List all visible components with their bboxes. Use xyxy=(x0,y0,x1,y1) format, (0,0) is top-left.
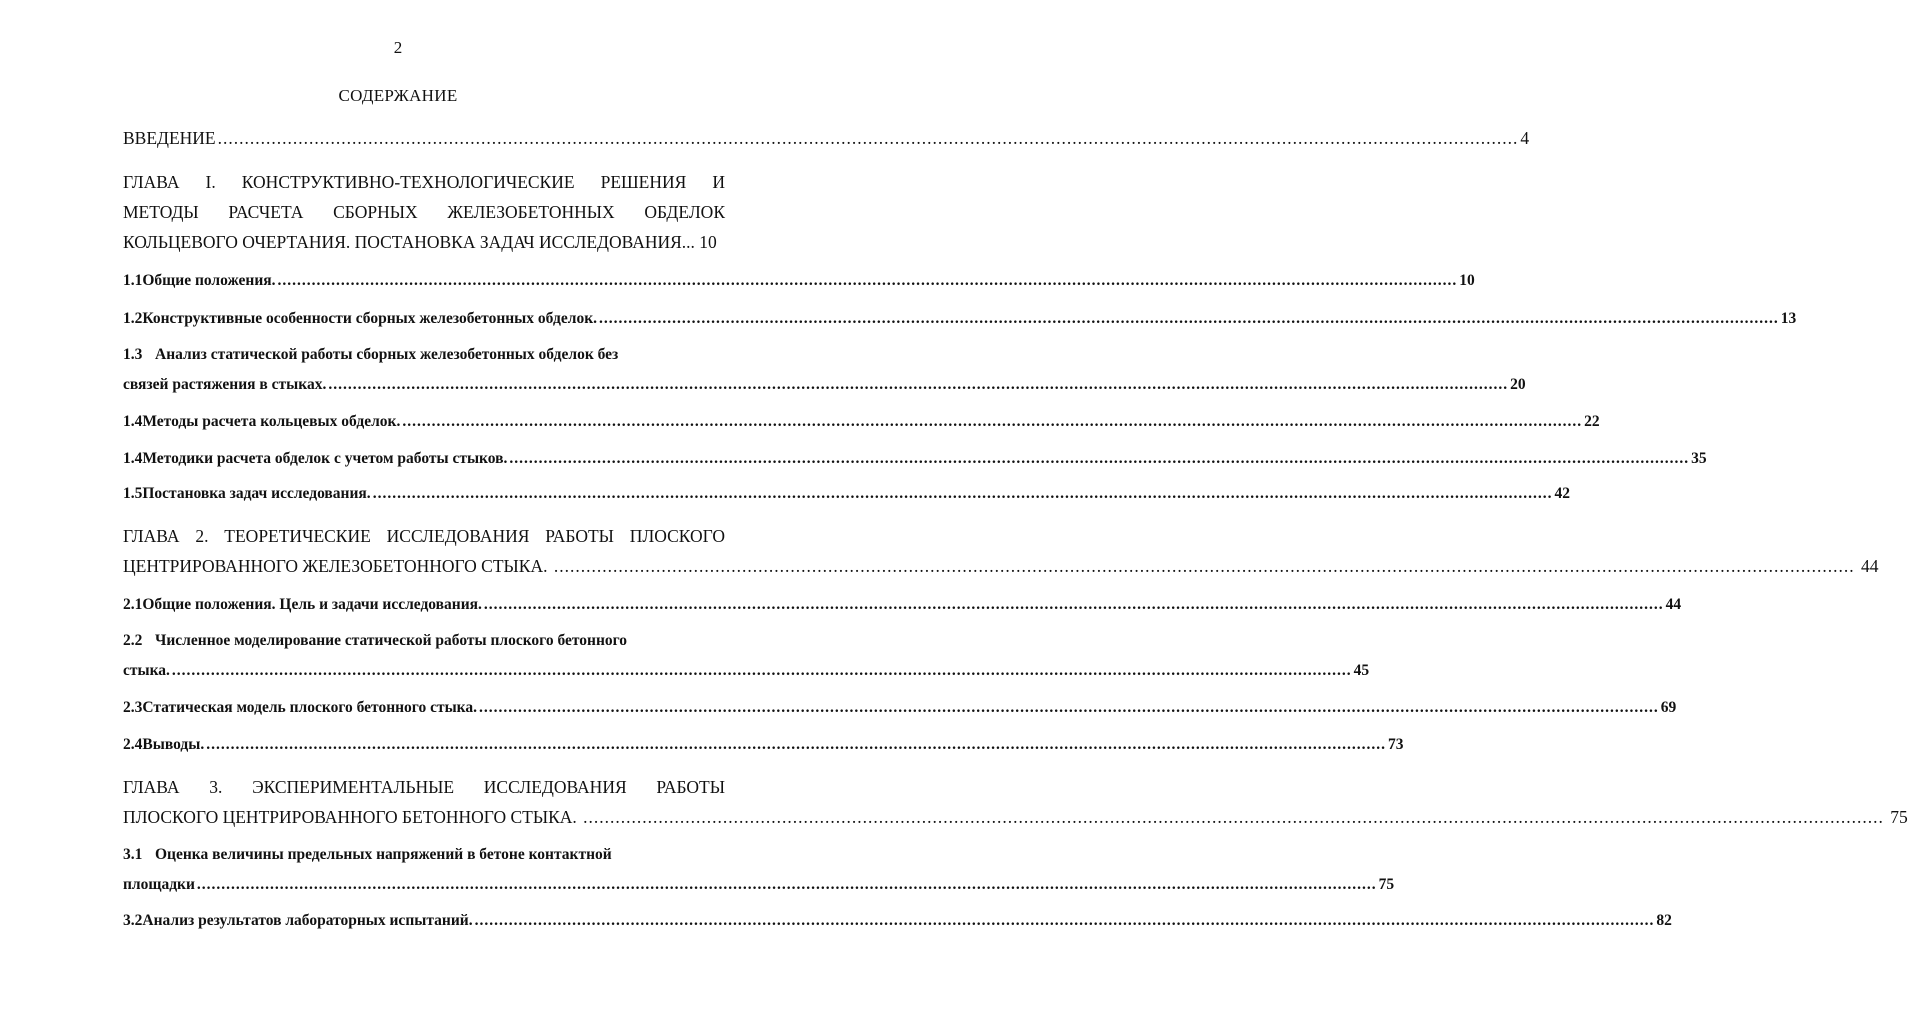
toc-entry xyxy=(123,912,1672,930)
entry-page: 22 xyxy=(1584,413,1600,430)
entry-title: Анализ результатов лабораторных испытаний. xyxy=(142,912,473,929)
chapter-title-line xyxy=(123,232,725,262)
toc-chapter-1 xyxy=(123,172,725,262)
toc-entry xyxy=(123,310,1797,328)
toc-entry xyxy=(123,596,1682,614)
toc-entry xyxy=(123,736,1404,754)
section-number: 1.4 xyxy=(123,450,143,467)
entry-page: 75 xyxy=(1890,807,1908,827)
entry-title: КОЛЬЦЕВОГО ОЧЕРТАНИЯ. ПОСТАНОВКА ЗАДАЧ ИССЛЕДОВАНИЯ... xyxy=(123,232,695,252)
chapter-title-line: ГЛАВА I. КОНСТРУКТИВНО-ТЕХНОЛОГИЧЕСКИЕ РЕШЕНИЯ И xyxy=(123,172,725,192)
section-number: 3.2 xyxy=(123,912,143,929)
entry-title-continued: площадки xyxy=(123,876,195,893)
toc-title: СОДЕРЖАНИЕ xyxy=(338,86,458,105)
entry-page: 10 xyxy=(699,232,717,252)
section-number: 3.1 xyxy=(123,846,143,863)
dot-leader xyxy=(328,376,1508,394)
section-number: 2.1 xyxy=(123,596,143,613)
entry-title: ВВЕДЕНИЕ xyxy=(123,128,216,148)
dot-leader xyxy=(479,699,1659,717)
chapter-title-line: ГЛАВА 2. ТЕОРЕТИЧЕСКИЕ ИССЛЕДОВАНИЯ РАБОТЫ ПЛОСКОГО xyxy=(123,526,725,546)
toc-chapter-3 xyxy=(123,777,1908,837)
entry-title: Общие положения. xyxy=(142,272,276,289)
dot-leader xyxy=(197,876,1377,894)
toc-entry xyxy=(123,632,1370,680)
dot-leader xyxy=(475,912,1655,930)
dot-leader xyxy=(583,807,1884,827)
toc-entry xyxy=(123,699,1677,717)
entry-title: Методы расчета кольцевых обделок. xyxy=(142,413,401,430)
dot-leader xyxy=(484,596,1664,614)
entry-title-continued: стыка. xyxy=(123,662,170,679)
chapter-title-line: МЕТОДЫ РАСЧЕТА СБОРНЫХ ЖЕЛЕЗОБЕТОННЫХ ОБДЕЛОК xyxy=(123,202,725,222)
section-number: 2.3 xyxy=(123,699,143,716)
entry-page: 45 xyxy=(1353,662,1370,679)
entry-page: 4 xyxy=(1520,128,1530,148)
toc-entry xyxy=(123,346,1526,394)
section-number: 1.2 xyxy=(123,310,143,327)
section-number: 1.4 xyxy=(123,413,143,430)
section-number: 1.1 xyxy=(123,272,143,289)
entry-page: 44 xyxy=(1665,596,1682,613)
entry-page: 42 xyxy=(1554,485,1570,502)
chapter-title-line xyxy=(123,556,1879,586)
entry-title: Методики расчета обделок с учетом работы стыков. xyxy=(142,450,508,467)
section-number: 1.5 xyxy=(123,485,143,502)
dot-leader xyxy=(206,736,1386,754)
entry-title: ПЛОСКОГО ЦЕНТРИРОВАННОГО БЕТОННОГО СТЫКА. xyxy=(123,807,577,827)
toc-entry-intro xyxy=(123,128,1530,149)
entry-title: Постановка задач исследования. xyxy=(142,485,371,502)
page-number: 2 xyxy=(393,38,403,57)
entry-title: Анализ статической работы сборных железобетонных обделок без xyxy=(155,346,619,363)
chapter-title-line xyxy=(123,807,1908,837)
dot-leader xyxy=(172,662,1352,680)
entry-page: 69 xyxy=(1660,699,1677,716)
toc-entry xyxy=(123,450,1707,468)
dot-leader xyxy=(402,413,1582,431)
toc-entry xyxy=(123,413,1600,431)
dot-leader xyxy=(218,128,1519,149)
entry-page: 10 xyxy=(1459,272,1475,289)
entry-page: 44 xyxy=(1861,556,1879,576)
dot-leader xyxy=(599,310,1779,328)
dot-leader xyxy=(554,556,1855,576)
dot-leader xyxy=(278,272,1458,290)
entry-title: Статическая модель плоского бетонного стыка. xyxy=(142,699,478,716)
entry-title: Общие положения. Цель и задачи исследования. xyxy=(142,596,482,613)
entry-page: 75 xyxy=(1378,876,1395,893)
entry-page: 35 xyxy=(1691,450,1707,467)
chapter-title-line: ГЛАВА 3. ЭКСПЕРИМЕНТАЛЬНЫЕ ИССЛЕДОВАНИЯ РАБОТЫ xyxy=(123,777,725,797)
section-number: 2.4 xyxy=(123,736,143,753)
entry-title: ЦЕНТРИРОВАННОГО ЖЕЛЕЗОБЕТОННОГО СТЫКА. xyxy=(123,556,548,576)
entry-title: Выводы. xyxy=(142,736,205,753)
entry-page: 13 xyxy=(1780,310,1797,327)
entry-page: 20 xyxy=(1510,376,1526,393)
toc-entry xyxy=(123,272,1475,290)
toc-entry xyxy=(123,846,1395,894)
dot-leader xyxy=(373,485,1553,503)
toc-entry xyxy=(123,485,1570,503)
section-number: 2.2 xyxy=(123,632,143,649)
entry-title: Оценка величины предельных напряжений в бетоне контактной xyxy=(155,846,612,863)
entry-title: Конструктивные особенности сборных железобетонных обделок. xyxy=(142,310,597,327)
entry-title-continued: связей растяжения в стыках. xyxy=(123,376,327,393)
entry-page: 73 xyxy=(1387,736,1404,753)
entry-title: Численное моделирование статической работы плоского бетонного xyxy=(155,632,628,649)
toc-chapter-2 xyxy=(123,526,1879,586)
dot-leader xyxy=(509,450,1689,468)
entry-page: 82 xyxy=(1656,912,1672,929)
section-number: 1.3 xyxy=(123,346,143,363)
